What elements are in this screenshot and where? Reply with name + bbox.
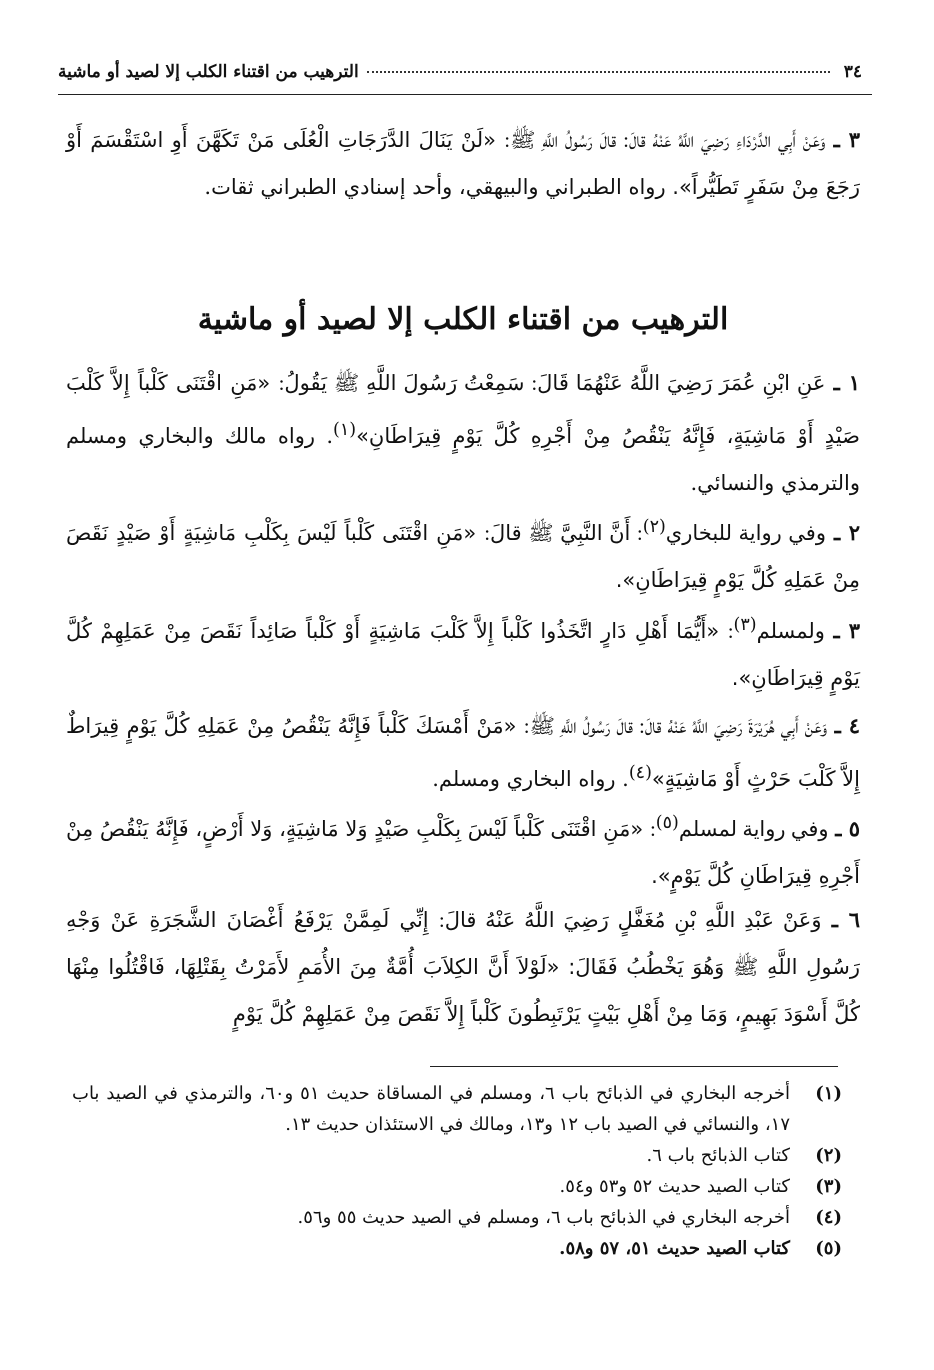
running-title: الترهيب من اقتناء الكلب إلا لصيد أو ماشية [58,62,359,82]
footnote-ref: (١) [333,420,357,440]
footnotes [72,1078,842,1264]
hadith-matn: «لَنْ يَنَالَ الدَّرَجَاتِ الْعُلَى مَنْ تَكَهَّنَ أَوِ اسْتَقْسَمَ أَوْ رَجَعَ مِنْ سَفَرٍ تَطَيُّراً». [66,128,860,199]
hadith-matn: «أَيُّمَا أَهْلِ دَارٍ اتَّخَذُوا كَلْباً إِلاَّ كَلْبَ مَاشِيَةٍ أَوْ كَلْباً صَائِداً نَقَصَ مِنْ عَمَلِهِمْ كُلَّ يَوْمٍ قِيرَاطَانِ». [66,619,860,690]
hadith-takhrij: . رواه مالك والبخاري ومسلم والترمذي والنسائي. [66,424,860,495]
hadith-2 [66,504,860,604]
footnote-text: كتاب الصيد حديث ٥١، ٥٧ و٥٨. [559,1238,790,1259]
hadith-isnad: عَنِ ابْنِ عُمَرَ رَضِيَ اللَّهُ عَنْهُمَا قَالَ: سَمِعْتُ رَسُولَ اللَّهِ ﷺ يَقُولُ: [278,371,826,395]
hadith-isnad: وفي رواية لمسلم [678,817,829,841]
hadith-number: ٣ ـ [833,618,860,643]
page-number: ٣٤ [843,62,862,82]
hadith-number: ٣ ـ [833,127,860,152]
chapter-title: الترهيب من اقتناء الكلب إلا لصيد أو ماشية [197,302,729,337]
hadith-number: ٢ ـ [833,520,860,545]
footnote-text: أخرجه البخاري في الذبائح باب ٦، ومسلم في المساقاة حديث ٥١ و٦٠، والترمذي في الصيد باب ١٧، والنسائي في الصيد باب ١٢ و١٣، ومالك في الاستئذان حديث ١٣. [72,1083,791,1135]
footnote-ref: (٢) [642,517,666,537]
hadith-matn: «مَنِ اقْتَنَى كَلْباً لَيْسَ بِكَلْبِ مَاشِيَةٍ أَوْ صَيْدٍ نَقَصَ مِنْ عَمَلِهِ كُلَّ يَوْمٍ قِيرَاطَانِ». [66,521,860,592]
hadith-takhrij: . رواه البخاري ومسلم. [432,767,629,791]
footnote-number: (٢) [815,1145,842,1166]
hadith-isnad-cont: : [727,619,734,643]
hadith-4 [66,702,860,803]
footnote-item [72,1171,842,1202]
footnote-ref: (٥) [655,813,679,833]
header-rule [58,94,872,95]
hadith-number: ٥ ـ [835,816,860,841]
hadith-isnad: وَعَنْ أَبِي الدَّرْدَاءِ رَضِيَ اللَّهُ عَنْهُ قالَ: قالَ رَسُولُ اللَّهِ ﷺ: [504,128,826,152]
footnote-item [72,1202,842,1233]
hadith-number: ٤ ـ [834,713,860,738]
hadith-matn: «مَنِ اقْتَنَى كَلْباً لَيْسَ بِكَلْبِ صَيْدٍ وَلا مَاشِيَةٍ، وَلا أَرْضٍ، فَإِنَّهُ يَنْقُصُ مِنْ أَجْرِهِ قِيرَاطَانِ كُلَّ يَوْمٍ». [66,817,860,888]
footnote-text: كتاب الذبائح باب ٦. [646,1145,790,1166]
hadith-matn: إِنِّي لَمِمَّنْ يَرْفَعُ أَغْصَانَ الشَّجَرَةِ عَنْ وَجْهِ رَسُولِ اللَّهِ ﷺ وَهُوَ يَخْطُبُ فَقَالَ: «لَوْلاَ أَنَّ الكِلاَبَ أُمَّةٌ مِنَ الأُمَمِ لأَمَرْتُ بِقَتْلِهَا، فَاقْتُلُوا مِنْهَا كُلَّ أَسْوَدَ بَهِيمٍ، وَمَا مِنْ أَهْلِ بَيْتٍ يَرْتَبِطُونَ كَلْباً إِلاَّ نَقَصَ مِنْ عَمَلِهِمْ كُلَّ يَوْمٍ [66,908,860,1026]
footnote-item [72,1233,842,1264]
footnote-number: (٤) [815,1207,842,1228]
hadith-isnad-cont: : أَنَّ النَّبِيَّ ﷺ قالَ: [484,521,643,545]
hadith-number: ٦ ـ [831,907,860,932]
prev-hadith [66,116,860,211]
footnote-ref: (٣) [733,615,757,635]
hadith-matn: «مَنِ اقْتَنَى كَلْباً إِلاَّ كَلْبَ صَيْدٍ أَوْ مَاشِيَةٍ، فَإِنَّهُ يَنْقُصُ مِنْ أَجْرِهِ كُلَّ يَوْمٍ قِيرَاطَانِ» [66,371,860,448]
hadith-isnad: ولمسلم [756,619,825,643]
footnote-item [72,1140,842,1171]
footnote-item [72,1078,842,1140]
hadith-isnad: وَعَنْ أَبِي هُرَيْرَةَ رَضِيَ اللَّهُ عَنْهُ قالَ: قالَ رَسُولُ اللَّهِ ﷺ: [523,714,828,738]
hadith-6 [66,896,860,1038]
footnote-ref: (٤) [628,763,652,783]
hadith-takhrij: رواه الطبراني والبيهقي، وأحد إسنادي الطبراني ثقات. [204,175,666,199]
footnote-text: كتاب الصيد حديث ٥٢ و٥٣ و٥٤. [559,1176,790,1197]
footnote-number: (٣) [815,1176,842,1197]
footnote-number: (٥) [815,1238,842,1259]
hadith-3 [66,602,860,702]
running-header [58,62,862,82]
footnote-text: أخرجه البخاري في الذبائح باب ٦، ومسلم في الصيد حديث ٥٥ و٥٦. [297,1207,790,1228]
hadith-number: ١ ـ [833,370,860,395]
footnote-number: (١) [815,1083,842,1104]
hadith-isnad: وَعَنْ عَبْدِ اللَّهِ بْنِ مُغَفَّلٍ رَضِيَ اللَّهُ عَنْهُ قالَ: [438,908,822,932]
hadith-matn: «مَنْ أَمْسَكَ كَلْباً فَإِنَّهُ يَنْقُصُ مِنْ عَمَلِهِ كُلَّ يَوْمٍ قِيرَاطٌ إِلاَّ كَلْبَ حَرْثٍ أَوْ مَاشِيَةٍ» [66,714,860,791]
footnote-rule [430,1066,838,1067]
leader-dots [367,71,830,73]
hadith-1 [66,359,860,507]
hadith-isnad: وفي رواية للبخاري [665,521,826,545]
hadith-isnad-cont: : [649,817,656,841]
hadith-5 [66,800,860,900]
